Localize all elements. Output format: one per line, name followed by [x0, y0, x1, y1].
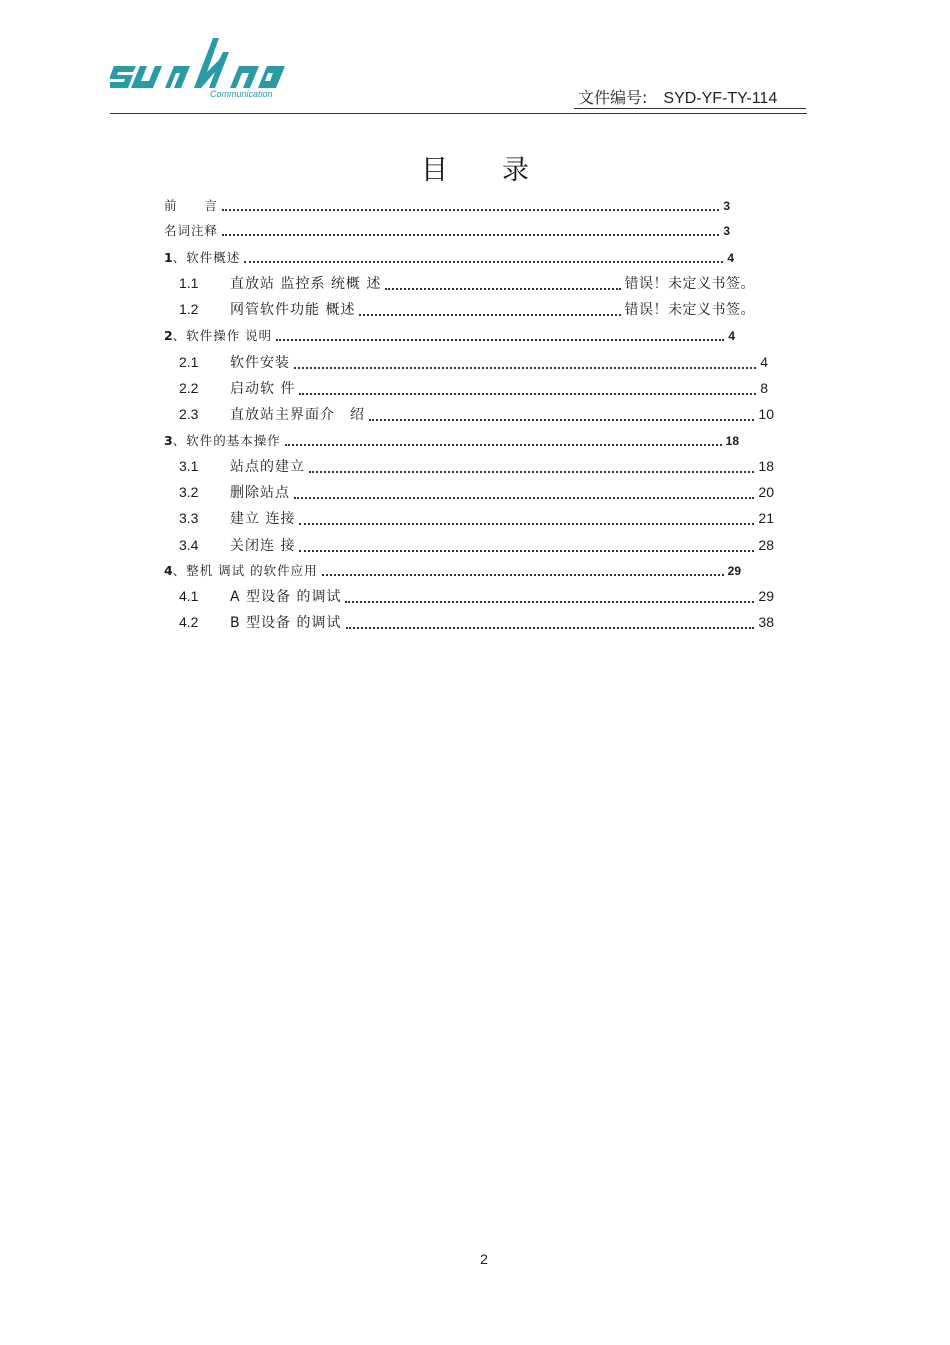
toc-leader-dots: [346, 615, 755, 629]
toc-entry-label: A 型设备 的调试: [230, 589, 342, 605]
toc-entry-number: 3.4: [179, 537, 199, 553]
toc-entry-label: B 型设备 的调试: [230, 615, 342, 631]
toc-entry[interactable]: [179, 482, 774, 502]
toc-entry-number: 2: [164, 328, 173, 343]
toc-entry-number: 2.1: [179, 354, 199, 370]
toc-entry-label: 、整机 调试 的软件应用: [172, 563, 318, 578]
toc-entry[interactable]: [179, 535, 774, 555]
toc-entry-page: 错误！未定义书签。: [624, 302, 755, 318]
toc-leader-dots: [345, 589, 754, 603]
toc-entry[interactable]: [179, 612, 774, 632]
toc-leader-dots: [309, 459, 754, 473]
toc-entry-page: 29: [727, 564, 741, 578]
toc-entry-label: 、软件概述: [172, 250, 241, 265]
toc-leader-dots: [359, 302, 620, 316]
toc-entry-page: 28: [758, 537, 774, 553]
logo-subtext: Communication: [210, 89, 273, 99]
toc-leader-dots: [299, 538, 754, 552]
toc-entry-label: 直放站主界面介 绍: [230, 407, 365, 423]
toc-entry[interactable]: [179, 586, 774, 606]
toc-entry-number: 1.2: [179, 301, 199, 317]
toc-entry[interactable]: [164, 248, 734, 266]
toc-entry-number: 3.2: [179, 484, 199, 500]
toc-title: 目录: [421, 155, 583, 186]
toc-entry-page: 3: [723, 224, 730, 238]
toc-entry-label: 直放站 监控系 统概 述: [230, 276, 382, 292]
toc-entry[interactable]: [164, 326, 735, 344]
toc-leader-dots: [276, 327, 724, 341]
toc-leader-dots: [385, 276, 620, 290]
toc-entry-label: 前 言: [164, 198, 219, 213]
toc-entry-number: 3: [164, 433, 173, 448]
toc-entry-label: 、软件操作 说明: [172, 328, 273, 343]
toc-entry-page: 38: [758, 614, 774, 630]
toc-entry-label: 删除站点: [230, 485, 290, 501]
toc-entry[interactable]: [164, 221, 730, 239]
toc-entry-number: 4.1: [179, 588, 199, 604]
toc-leader-dots: [222, 197, 719, 211]
toc-entry-page: 4: [727, 251, 734, 265]
toc-entry-label: 关闭连 接: [230, 538, 296, 554]
toc-leader-dots: [369, 407, 754, 421]
toc-leader-dots: [299, 381, 756, 395]
toc-entry-page: 29: [758, 588, 774, 604]
toc-entry-page: 10: [758, 406, 774, 422]
toc-entry-number: 1.1: [179, 275, 199, 291]
toc-entry-page: 4: [728, 329, 735, 343]
toc-leader-dots: [322, 562, 724, 576]
toc-entry-page: 错误！未定义书签。: [624, 276, 755, 292]
toc-entry-page: 18: [725, 434, 739, 448]
toc-entry-page: 8: [760, 380, 768, 396]
toc-entry-number: 2.3: [179, 406, 199, 422]
toc-entry-label: 建立 连接: [230, 511, 296, 527]
toc-entry-page: 20: [758, 484, 774, 500]
toc-entry-number: 3.1: [179, 458, 199, 474]
toc-entry-label: 软件安装: [230, 355, 290, 371]
toc-entry[interactable]: [179, 299, 755, 319]
toc-leader-dots: [285, 432, 722, 446]
toc-entry[interactable]: [164, 561, 741, 579]
toc-entry[interactable]: [164, 196, 730, 214]
toc-entry[interactable]: [179, 508, 774, 528]
toc-entry-page: 3: [723, 199, 730, 213]
toc-entry-number: 2.2: [179, 380, 199, 396]
toc-entry-number: 4.2: [179, 614, 199, 630]
toc-leader-dots: [294, 355, 756, 369]
toc-entry-label: 站点的建立: [230, 459, 305, 475]
toc-entry-page: 21: [758, 510, 774, 526]
toc-entry-page: 4: [760, 354, 768, 370]
toc-leader-dots: [299, 511, 754, 525]
toc-entry[interactable]: [179, 404, 774, 424]
toc-leader-dots: [222, 222, 719, 236]
toc-entry[interactable]: [179, 456, 774, 476]
toc-entry-label: 名词注释: [164, 223, 219, 238]
page-number: 2: [480, 1251, 488, 1267]
toc-entry[interactable]: [179, 378, 768, 398]
toc-entry[interactable]: [164, 431, 739, 449]
toc-leader-dots: [294, 485, 754, 499]
toc-entry[interactable]: [179, 352, 768, 372]
toc-entry-number: 3.3: [179, 510, 199, 526]
toc-leader-dots: [244, 249, 723, 263]
document-number-value: SYD-YF-TY-114: [663, 90, 778, 107]
toc-entry-label: 、软件的基本操作: [172, 433, 281, 448]
toc-entry[interactable]: [179, 273, 755, 293]
toc-entry-number: 1: [164, 250, 173, 265]
toc-entry-label: 网管软件功能 概述: [230, 302, 356, 318]
toc-entry-number: 4: [164, 563, 173, 578]
toc-entry-label: 启动软 件: [230, 381, 296, 397]
document-number-label: 文件编号:: [578, 88, 648, 107]
toc-entry-page: 18: [758, 458, 774, 474]
